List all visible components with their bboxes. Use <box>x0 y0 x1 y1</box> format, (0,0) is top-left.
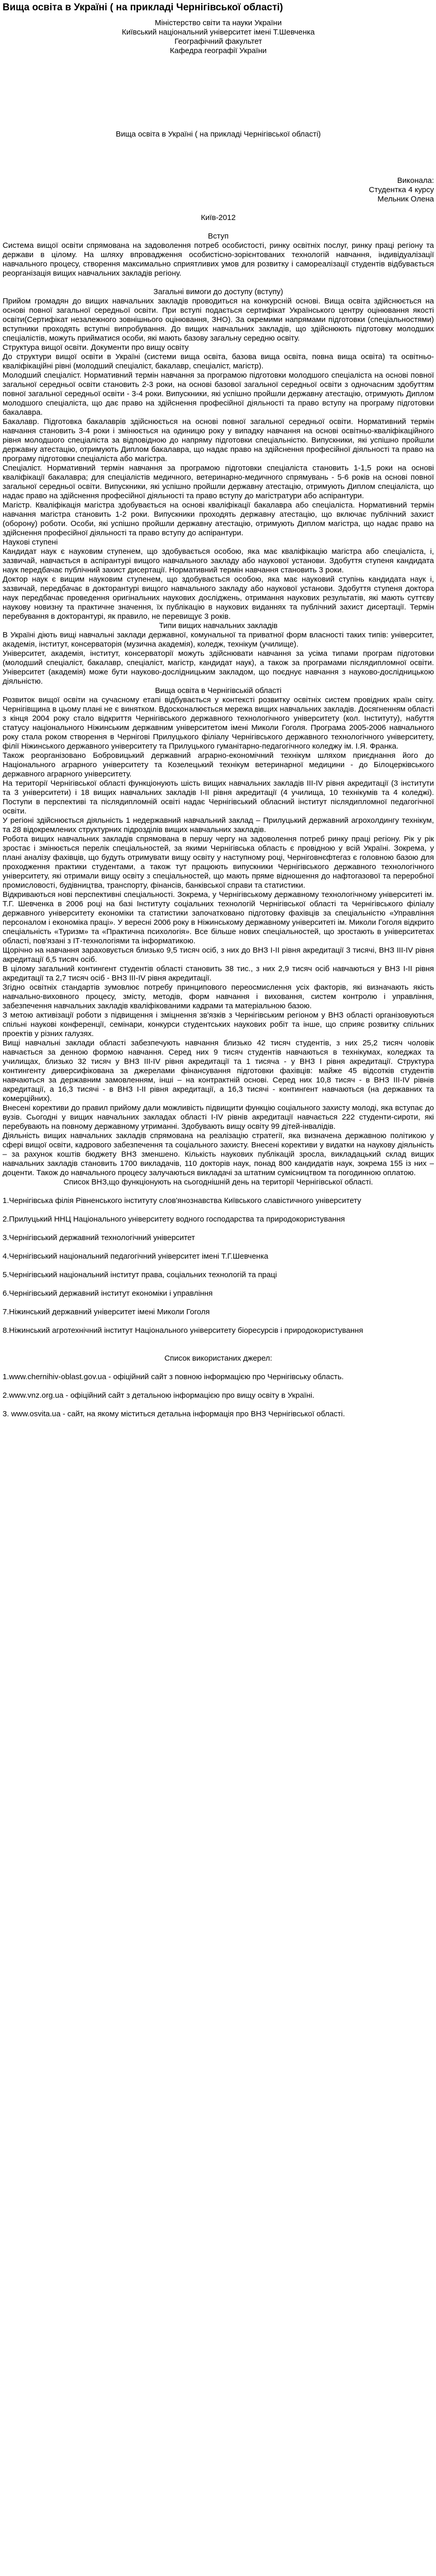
paragraph: Вищі навчальні заклади області забезпечують навчання близько 42 тисяч студентів, з них 25,2 тисяч чоловік навчається за денною формою навчання. Серед них 9 тисяч студентів навчаються в технікумах, коледжах та училищах, близько 32 тисяч у ВНЗ III-IV рівня акредитації та 1 тисяча - у ВНЗ I рівня акредитації. Структура контингенту диверсифікована за джерелами фінансування підготовки фахівців: майже 45 відсотків студентів навчаються за державним замовленням, інші – на контрактній основі. Серед них 10,8 тисяч - в ВНЗ III-IV рівнів акредитації, а 16,3 тисячі - в ВНЗ I-II рівня акредитації, а 16,3 тисячі - контингент навчаються (на державних та комерційних). <box>3 1039 434 1103</box>
university-list-item: 2.Прилуцький ННЦ Національного університету водного господарства та природокористування <box>3 1215 345 1224</box>
university-list <box>3 1196 434 1335</box>
paragraph: Доктор наук є вищим науковим ступенем, що здобувається особою, яка має науковий ступінь кандидата наук і, зазвичай, передбачає в докторантурі вищого навчального закладу або наукової установи. Здобуття ступеня доктора наук передбачає проведення оригінальних наукових досліджень, отримання наукових результатів, які мають суттєву наукову новизну та практичне значення, їх публікацію в наукових виданнях та публічний захист дисертації. Термін перебування в докторантурі, як правило, не перевищує 3 років. <box>3 575 434 621</box>
paragraph: Відкриваються нові перспективні спеціальності. Зокрема, у Чернігівському державному технологічному університеті ім. Т.Г. Шевченка в 2006 році на базі Інституту соціальних технологій Чернігівської області та Чернігівського філіалу державного університету економіки та статистики започатковано підготовку фахівців за спеціальністю «Управління персоналом і економіка праці». У вересні 2006 року в Ніжинському державному університеті ім. Миколи Гоголя відкрито спеціальність «Туризм» та «Практична психологія». Все більше нових спеціальностей, що зростають в університетах області, пов'язані з ІТ-технологіями та інформатикою. <box>3 890 434 945</box>
header-block <box>3 19 434 56</box>
paragraph: Кандидат наук є науковим ступенем, що здобувається особою, яка має кваліфікацію магістра або спеціаліста, і, зазвичай, навчається в аспірантурі вищого навчального закладу або наукової установи. Здобуття ступеня кандидата наук передбачає публічний захист дисертації. Нормативний термін навчання становить 3 роки. <box>3 547 434 574</box>
source-item[interactable]: 3. www.osvita.ua - сайт, на якому міститься детальна інформація про ВНЗ Чернігівської області. <box>3 1410 345 1418</box>
paragraph: Розвиток вищої освіти на сучасному етапі відбувається у контексті розвитку освітніх систем провідних країн світу. Чернігівщина в цьому плані не є винятком. Вдосконалюється мережа вищих навчальних закладів. Досягненням області з кінця 2004 року стало відкриття Чернігівського державного технологічного університету (кол. Інституту), набуття статусу національного Ніжинським державним університетом імені Миколи Гоголя. Програма 2005-2006 навчального року стала роком створення в Чернігові Прилуцького філіалу Чернігівського державного технологічного університету, філії Ніжинського державного університету та Прилуцького гуманітарно-педагогічного коледжу ім. І.Я. Франка. <box>3 696 434 751</box>
author-block <box>3 176 434 204</box>
subject-line: Вища освіта в Україні ( на прикладі Чернігівської області) <box>115 130 321 139</box>
university-list-item: 4.Чернігівський національний педагогічний університет імені Т.Г.Шевченка <box>3 1252 269 1261</box>
sources-heading: Список використаних джерел: <box>164 1354 272 1363</box>
section-heading-intro: Вступ <box>207 232 229 241</box>
paragraph: Магістр. Кваліфікація магістра здобувається на основі кваліфікації бакалавра або спеціаліста. Нормативний термін навчання магістра становить 1-2 роки. Випускники проходять державну атестацію, що включає публічний захист (оборону) роботи. Особи, які успішно пройшли державну атестацію, отримують Диплом магістра, що надає право на здійснення професійної діяльності та право вступу до аспірантури. <box>3 501 434 537</box>
paragraph: Також реорганізовано Бобровицький державний аграрно-економічний технікум шляхом приєднання його до Національного аграрного університету та Козелецький технікум ветеринарної медицини - до Білоцерківського державного аграрного університету. <box>3 751 434 778</box>
paragraph: Щорічно на навчання зараховується близько 9,5 тисяч осіб, з них до ВНЗ І-ІІ рівня акредитації 3 тисячі, ВНЗ ІІІ-ІV рівня акредитації 6,5 тисяч осіб. <box>3 946 434 964</box>
author-label: Виконала: <box>397 176 434 185</box>
paragraph: У регіоні здійснюється діяльність 1 недержавний навчальний заклад – Прилуцький державний агрохолдингу технікум, та 28 відокремлених структурних підрозділів вищих навчальних закладів. <box>3 816 434 834</box>
university-list-item: 3.Чернігівський державний технологічний університет <box>3 1233 195 1242</box>
section-heading-chernihiv: Вища освіта в Чернігівській області <box>155 686 282 695</box>
paragraph: Згідно освітніх стандартів зумовлює потребу принципового переосмислення усіх факторів, які визначають якість навчально-виховного процесу, змісту, методів, форм навчання і виховання, систем контролю і управління, забезпечення навчальних закладів кваліфікованими кадрами та матеріальною базою. <box>3 983 434 1010</box>
paragraph: З метою активізації роботи з підвищення і зміцнення зв'язків з Чернігівським регіоном у ВНЗ області організовуються спільні наукові конференції, семінари, конкурси студентських наукових робіт та інше, що сприяє розвитку спільних проектів у різних галузях. <box>3 1011 434 1038</box>
header-university: Київський національний університет імені Т.Шевченка <box>121 28 315 37</box>
header-department: Кафедра географії України <box>170 46 267 55</box>
university-list-intro: Список ВНЗ,що функціонують на сьогоднішній день на території Чернігівської області. <box>63 1178 373 1187</box>
paragraph: В Україні діють вищі навчальні заклади державної, комунальної та приватної форм власності таких типів: університет, академія, інститут, консерваторія (музична академія), коледж, технікум (училище). <box>3 631 434 649</box>
paragraph: Спеціаліст. Нормативний термін навчання за програмою підготовки спеціаліста становить 1-1,5 роки на основі кваліфікації бакалавра; для спеціалістів медичного, ветеринарно-медичного спрямувань - 5-6 років на основі повної загальної середньої освіти. Випускники, які успішно пройшли державну атестацію, отримують Диплом спеціаліста, що надає право на здійснення професійної діяльності та право вступу до магістратури або аспірантури. <box>3 464 434 500</box>
source-item[interactable]: 1.www.chernihiv-oblast.gov.ua - офіційний сайт з повною інформацією про Чернігівську область. <box>3 1372 344 1381</box>
paragraph: Діяльність вищих навчальних закладів спрямована на реалізацію стратегії, яка визначена державною політикою у сфері вищої освіти, кадрового забезпечення та соціального захисту. Внесені корективи у видатки на наукову діяльність – за рахунок коштів бюджету ВНЗ зменшено. Кількість наукових публікацій зросла, викладацький склад вищих навчальних закладів становить 1700 викладачів, 110 докторів наук, понад 800 кандидатів наук, зокрема 155 із них – доценти. Також до навчального процесу залучаються викладачі за штатним сумісництвом та погодинною оплатою. <box>3 1131 434 1177</box>
author-name: Мельник Олена <box>377 195 434 204</box>
header-ministry: Міністерство світи та науки України <box>154 19 282 27</box>
paragraph: В цілому загальний контингент студентів області становить 38 тис., з них 2,9 тисяч осіб навчаються у ВНЗ I-II рівня акредитації та 2,7 тисяч осіб - ВНЗ III-IV рівня акредитації. <box>3 964 434 982</box>
section-heading-types: Типи вищих навчальних закладів <box>159 621 278 630</box>
section-heading-access: Загальні вимоги до доступу (вступу) <box>153 287 283 296</box>
author-group: Студентка 4 курсу <box>369 185 434 194</box>
paragraph: До структури вищої освіти в Україні (системи вища освіта, базова вища освіта, повна вища освіта) та освітньо-кваліфікаційні рівні (молодший спеціаліст, бакалавр, спеціаліст, магістр). <box>3 352 434 370</box>
paragraph: Бакалавр. Підготовка бакалаврів здійснюється на основі повної загальної середньої освіти. Нормативний термін навчання становить 3-4 роки і змінюється на одиницю року у випадку навчання на основі освітньо-кваліфікаційного рівня молодшого спеціаліста за відповідною до напряму підготовки спеціальністю. Випускники, які успішно пройшли державну атестацію, отримують Диплом бакалавра, що надає право на здійснення професійної діяльності та право на програму підготовки спеціаліста або магістра. <box>3 417 434 463</box>
place-year: Київ-2012 <box>201 213 236 222</box>
paragraph: Робота вищих навчальних закладів спрямована в першу чергу на задоволення потреб ринку праці регіону. Рік у рік зростає і змінюється перелік спеціальностей, за якими Чернігівська область є провідною у всій Україні. Зокрема, у плані аналізу фахівців, що будуть отримувати вищу освіту у наступному році, Черніговнєфтегаз є головною базою для проходження практики студентами, а також тут працюють випускники Чернігівського державного технологічного університету, які отримали вищу освіту з спеціальностей, що мають пряме відношення до нафтогазової та переробної промисловості, будівництва, транспорту, фінансів, банківської справи та статистики. <box>3 835 434 890</box>
paragraph: Внесені корективи до правил прийому дали можливість підвищити функцію соціального захисту молоді, яка вступає до вузів. Сьогодні у вищих навчальних закладах області І-ІV рівнів акредитації навчається 222 студенти-сироти, які перебувають на повному державному утриманні. Здобувають вищу освіту 99 дітей-інвалідів. <box>3 1104 434 1131</box>
source-item[interactable]: 2.www.vnz.org.ua - офіційний сайт з детальною інформацією про вищу освіту в Україні. <box>3 1391 315 1400</box>
paragraph: Молодший спеціаліст. Нормативний термін навчання за програмою підготовки молодшого спеціаліста на основі повної загальної середньої освіти становить 2-3 роки, на основі базової загальної середньої освіти з одночасним здобуттям повної загальної середньої освіти - 3-4 роки. Випускники, які успішно пройшли державну атестацію, отримують Диплом молодшого спеціаліста, що дає право на здійснення професійної діяльності та право вступу на програму підготовки бакалавра. <box>3 371 434 417</box>
header-faculty: Географічний факультет <box>174 37 263 46</box>
paragraph: Прийом громадян до вищих навчальних закладів проводиться на конкурсній основі. Вища освіта здійснюється на основі повної загальної середньої освіти. При вступі подається сертифікат Українського центру оцінювання якості освіти(Сертифікат незалежного зовнішнього оцінювання, ЗНО). За окремими напрямами підготовки (спеціальностями) вступники проходять вступні випробування. До вищих навчальних закладів, що здійснюють підготовку молодших спеціалістів, можуть прийматися особи, які мають базову загальну середню освіту. <box>3 297 434 343</box>
university-list-item: 5.Чернігівський національний інститут права, соціальних технологій та праці <box>3 1270 277 1279</box>
section-heading-structure: Структура вищої освіти. Документи про вищу освіту <box>3 343 189 352</box>
university-list-item: 8.Ніжинський агротехнічний інститут Національного університету біоресурсів і природокористування <box>3 1326 363 1335</box>
paragraph: Університет, академія, інститут, консерваторії можуть здійснювати навчання за усіма типами програм підготовки (молодший спеціаліст, бакалавр, спеціаліст, магістр, кандидат наук), а також за програмами післядипломної освіти. Університет (академія) може бути науково-дослідницьким закладом, що поєднує навчання з науково-дослідницькою діяльністю. <box>3 649 434 686</box>
section-heading-degrees: Наукові ступені <box>3 538 58 547</box>
university-list-item: 6.Чернігівський державний інститут економіки і управління <box>3 1289 213 1298</box>
university-list-item: 7.Ніжинський державний університет імені Миколи Гоголя <box>3 1308 210 1316</box>
document-title: Вища освіта в Україні ( на прикладі Чернігівської області) <box>3 2 283 13</box>
paragraph: На території Чернігівської області функціонують шість вищих навчальних закладів III-IV рівня акредитації (3 інститути та 3 університети) і 18 вищих навчальних закладів I-II рівня акредитації (4 училища, 10 технікумів та 4 коледжі). Поступи в перспективі та післядипломній освіті надає Чернігівський обласний інститут післядипломної педагогічної освіти. <box>3 779 434 816</box>
paragraph: Система вищої освіти спрямована на задоволення потреб особистості, ринку освітніх послуг, ринку праці регіону та держави в цілому. На шляху впровадження особистісно-зорієнтованих технологій навчання, індивідуалізації навчального процесу, створення максимально сприятливих умов для розвитку і самореалізації студентів відбувається реорганізація вищих навчальних закладів регіону. <box>3 241 434 278</box>
university-list-item: 1.Чернігівська філія Рівненського інституту слов'янознавства Київського славістичного університету <box>3 1196 361 1205</box>
sources-list <box>3 1372 434 1419</box>
